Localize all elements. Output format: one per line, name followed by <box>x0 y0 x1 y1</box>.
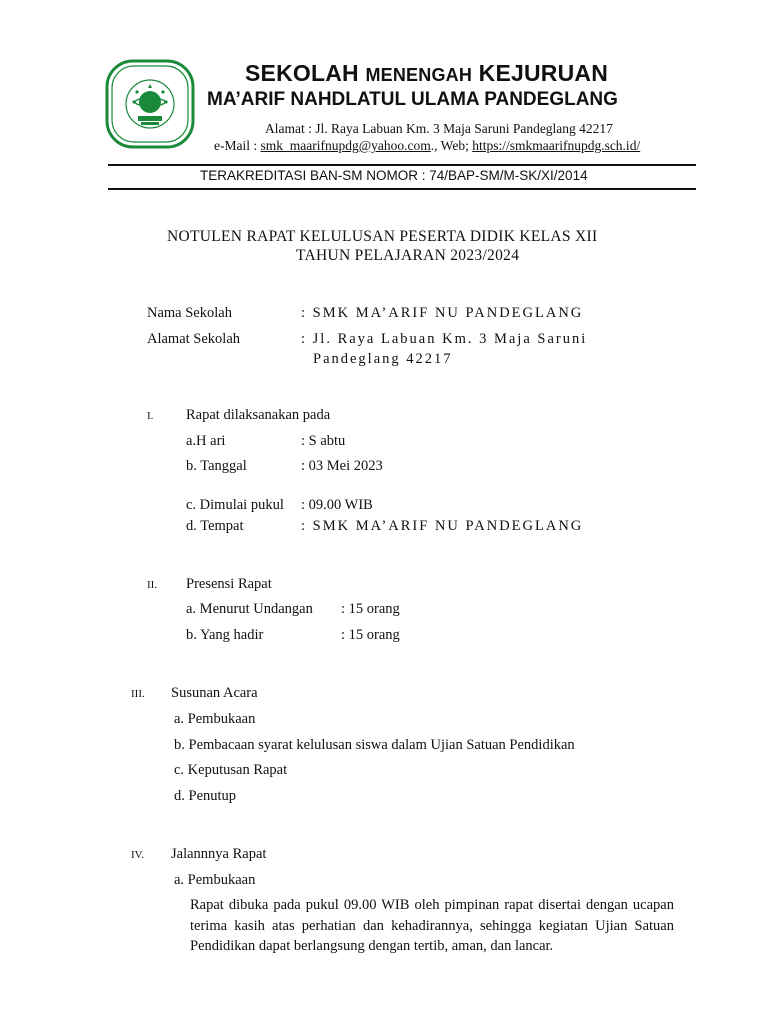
address-label: Alamat Sekolah <box>147 331 241 347</box>
place-value: : SMK MA’ARIF NU PANDEGLANG <box>301 518 584 534</box>
invited-value: : 15 orang <box>341 601 400 617</box>
agenda-item: a. Pembukaan <box>174 711 256 727</box>
address-value-2: Pandeglang 42217 <box>313 351 453 367</box>
accreditation: TERAKREDITASI BAN-SM NOMOR : 74/BAP-SM/M-SK/XI/2014 <box>200 168 588 183</box>
day-label: a.H ari <box>186 433 226 449</box>
date-value: : 03 Mei 2023 <box>301 458 383 474</box>
section2-heading: Presensi Rapat <box>186 576 272 592</box>
agenda-item: b. Pembacaan syarat kelulusan siswa dalam Ujian Satuan Pendidikan <box>174 737 575 753</box>
section2-number: II. <box>147 579 158 591</box>
day-value: : S abtu <box>301 433 346 449</box>
date-label: b. Tanggal <box>186 458 247 474</box>
section3-heading: Susunan Acara <box>171 685 258 701</box>
section4-heading: Jalannnya Rapat <box>171 846 267 862</box>
opening-paragraph: Rapat dibuka pada pukul 09.00 WIB oleh pimpinan rapat disertai dengan ucapan terima kasih atas perhatian dan kehadirannya, sehingga kegiatan Ujian Satuan Pendidikan dapat berlangsung dengan tertib, aman, dan lancar. <box>190 897 674 954</box>
header-divider-top <box>108 164 696 166</box>
proceedings-subheading: a. Pembukaan <box>174 872 256 888</box>
school-logo <box>104 58 196 150</box>
invited-label: a. Menurut Undangan <box>186 601 313 617</box>
document-title: NOTULEN RAPAT KELULUSAN PESERTA DIDIK KELAS XII <box>167 228 598 245</box>
section4-number: IV. <box>131 849 144 861</box>
document-subtitle: TAHUN PELAJARAN 2023/2024 <box>296 247 520 264</box>
school-value: : SMK MA’ARIF NU PANDEGLANG <box>301 305 584 321</box>
section1-number: I. <box>147 410 154 422</box>
section3-number: III. <box>131 688 145 700</box>
contact-line: e-Mail : smk_maarifnupdg@yahoo.com., Web; https://smkmaarifnupdg.sch.id/ <box>214 138 641 153</box>
present-label: b. Yang hadir <box>186 627 264 643</box>
start-time-label: c. Dimulai pukul <box>186 497 284 513</box>
place-label: d. Tempat <box>186 518 244 534</box>
school-address: Alamat : Jl. Raya Labuan Km. 3 Maja Saruni Pandeglang 42217 <box>265 121 613 136</box>
start-time-value: : 09.00 WIB <box>301 497 373 513</box>
agenda-item: d. Penutup <box>174 788 237 804</box>
website-link[interactable]: https://smkmaarifnupdg.sch.id/ <box>472 138 641 153</box>
school-name-line1: SEKOLAH MENENGAH KEJURUAN <box>245 60 609 86</box>
address-value-1: : Jl. Raya Labuan Km. 3 Maja Saruni <box>301 331 588 347</box>
school-label: Nama Sekolah <box>147 305 232 321</box>
header-divider-bottom <box>108 188 696 190</box>
present-value: : 15 orang <box>341 627 400 643</box>
agenda-item: c. Keputusan Rapat <box>174 762 288 778</box>
email-link[interactable]: smk_maarifnupdg@yahoo.com <box>260 138 431 153</box>
section1-heading: Rapat dilaksanakan pada <box>186 407 331 423</box>
school-name-line2: MA’ARIF NAHDLATUL ULAMA PANDEGLANG <box>207 89 618 110</box>
